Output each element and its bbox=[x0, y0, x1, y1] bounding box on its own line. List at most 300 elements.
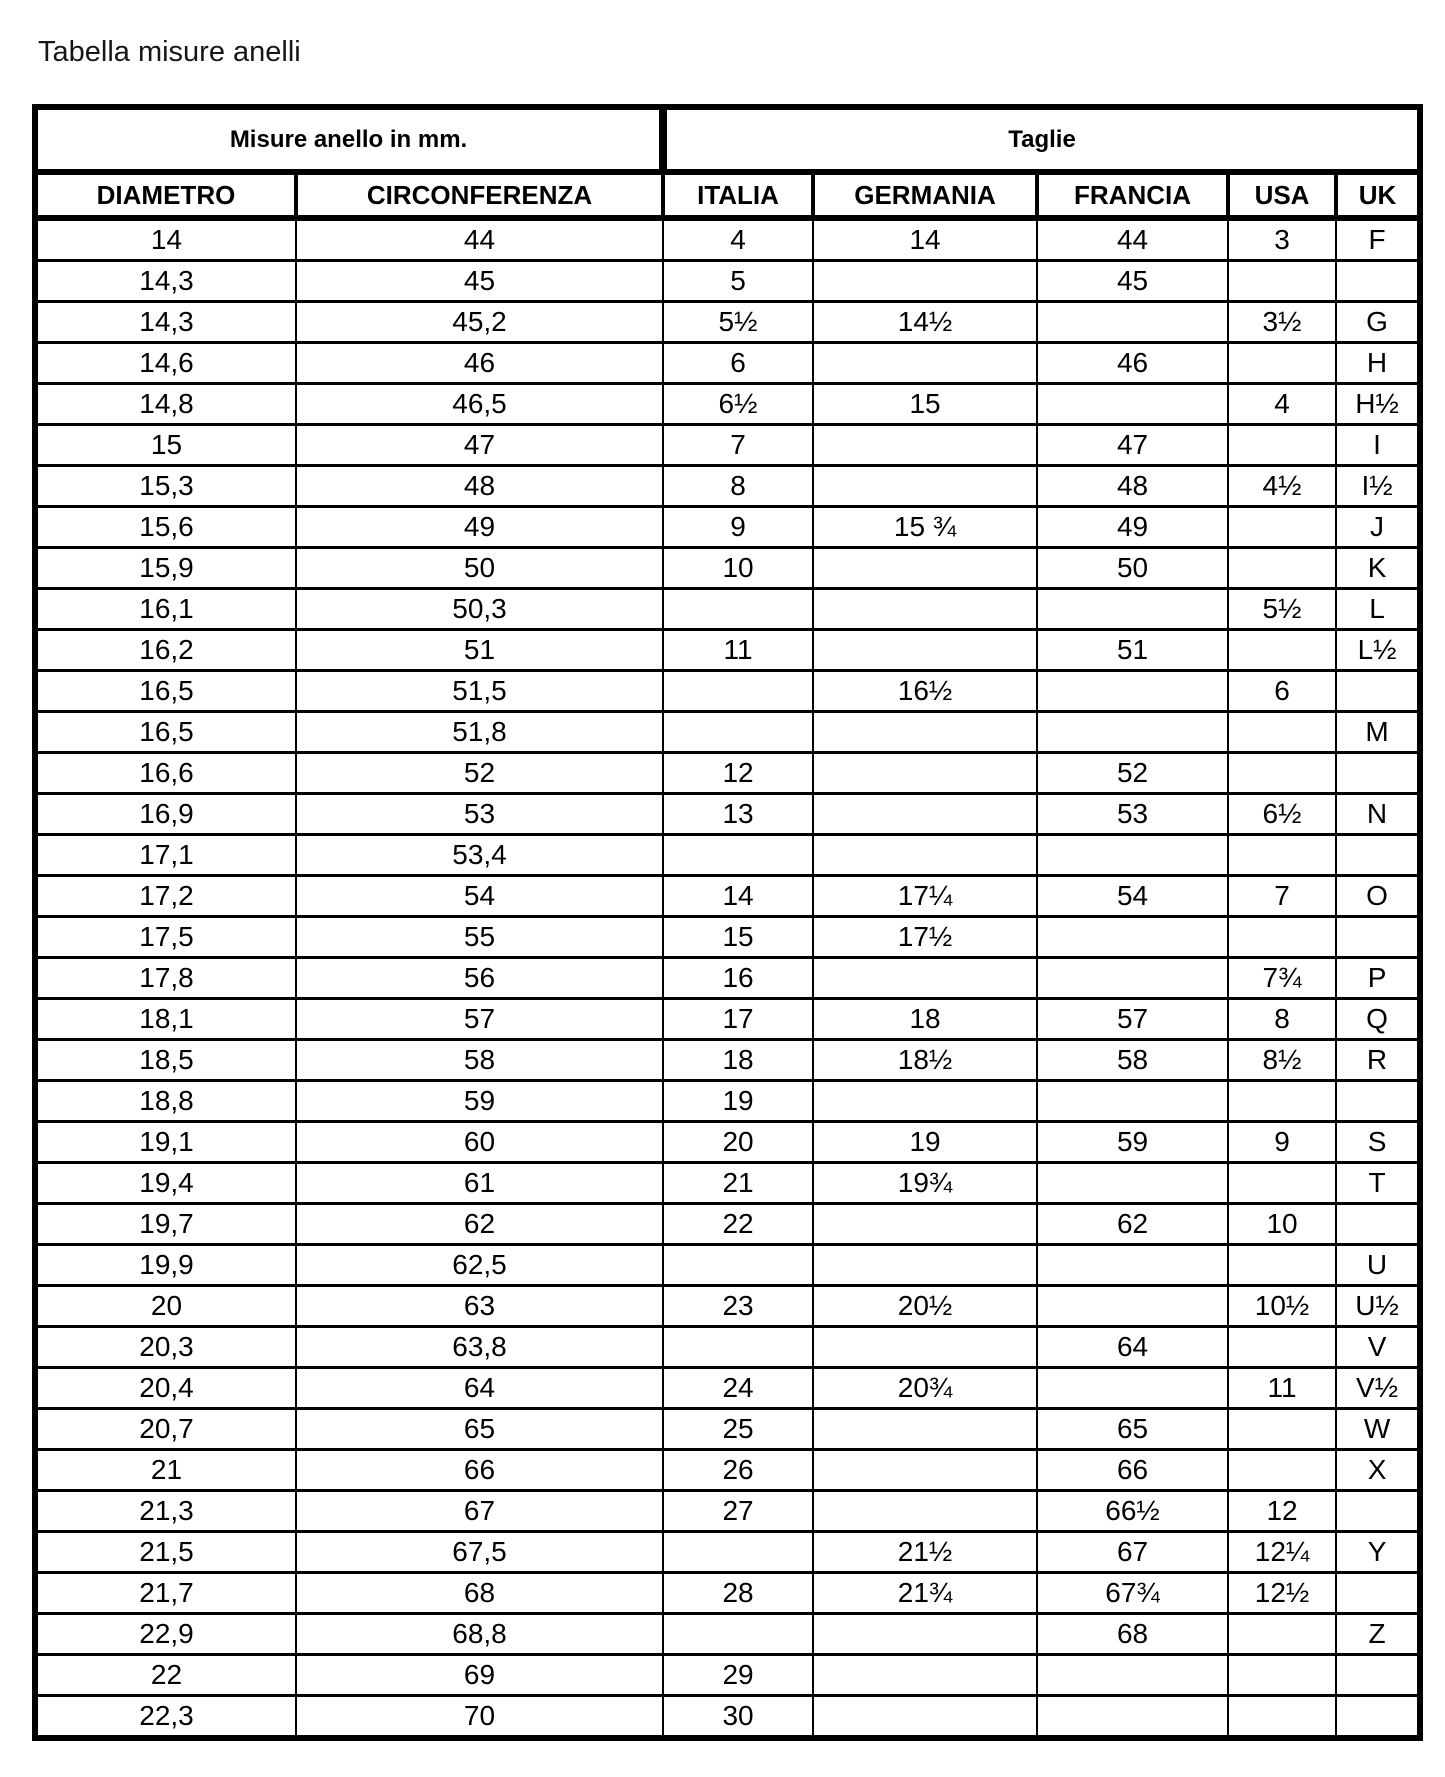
cell-uk: V½ bbox=[1336, 1368, 1420, 1409]
cell-francia bbox=[1037, 384, 1228, 425]
cell-circonferenza: 45 bbox=[296, 261, 663, 302]
cell-diametro: 20,4 bbox=[35, 1368, 296, 1409]
cell-francia: 49 bbox=[1037, 507, 1228, 548]
cell-circonferenza: 46 bbox=[296, 343, 663, 384]
cell-usa: 4 bbox=[1228, 384, 1336, 425]
cell-francia: 50 bbox=[1037, 548, 1228, 589]
table-row bbox=[35, 917, 1420, 958]
cell-uk: J bbox=[1336, 507, 1420, 548]
cell-germania: 19¾ bbox=[813, 1163, 1037, 1204]
cell-usa bbox=[1228, 1245, 1336, 1286]
table-row bbox=[35, 302, 1420, 343]
cell-francia: 52 bbox=[1037, 753, 1228, 794]
cell-italia bbox=[663, 835, 813, 876]
cell-germania: 19 bbox=[813, 1122, 1037, 1163]
cell-uk: O bbox=[1336, 876, 1420, 917]
cell-francia: 53 bbox=[1037, 794, 1228, 835]
cell-germania: 17¼ bbox=[813, 876, 1037, 917]
cell-italia bbox=[663, 589, 813, 630]
cell-uk: V bbox=[1336, 1327, 1420, 1368]
cell-usa bbox=[1228, 1696, 1336, 1739]
cell-italia: 26 bbox=[663, 1450, 813, 1491]
cell-uk: S bbox=[1336, 1122, 1420, 1163]
cell-circonferenza: 65 bbox=[296, 1409, 663, 1450]
cell-diametro: 22,3 bbox=[35, 1696, 296, 1739]
cell-francia bbox=[1037, 1368, 1228, 1409]
cell-diametro: 17,2 bbox=[35, 876, 296, 917]
cell-italia bbox=[663, 1245, 813, 1286]
column-header-usa: USA bbox=[1228, 172, 1336, 218]
cell-francia bbox=[1037, 1696, 1228, 1739]
cell-germania: 16½ bbox=[813, 671, 1037, 712]
cell-francia bbox=[1037, 1655, 1228, 1696]
cell-diametro: 22,9 bbox=[35, 1614, 296, 1655]
cell-italia bbox=[663, 1532, 813, 1573]
cell-circonferenza: 48 bbox=[296, 466, 663, 507]
cell-germania bbox=[813, 753, 1037, 794]
cell-circonferenza: 51 bbox=[296, 630, 663, 671]
table-row bbox=[35, 1245, 1420, 1286]
cell-italia: 24 bbox=[663, 1368, 813, 1409]
cell-francia: 45 bbox=[1037, 261, 1228, 302]
cell-francia: 65 bbox=[1037, 1409, 1228, 1450]
cell-uk: M bbox=[1336, 712, 1420, 753]
cell-uk: G bbox=[1336, 302, 1420, 343]
cell-francia: 46 bbox=[1037, 343, 1228, 384]
cell-francia: 68 bbox=[1037, 1614, 1228, 1655]
cell-italia: 29 bbox=[663, 1655, 813, 1696]
table-row bbox=[35, 218, 1420, 261]
cell-usa: 3 bbox=[1228, 218, 1336, 261]
cell-italia bbox=[663, 712, 813, 753]
table-row bbox=[35, 835, 1420, 876]
cell-circonferenza: 66 bbox=[296, 1450, 663, 1491]
cell-germania: 18½ bbox=[813, 1040, 1037, 1081]
cell-circonferenza: 69 bbox=[296, 1655, 663, 1696]
cell-francia: 54 bbox=[1037, 876, 1228, 917]
cell-uk bbox=[1336, 1491, 1420, 1532]
cell-germania bbox=[813, 548, 1037, 589]
cell-germania bbox=[813, 1327, 1037, 1368]
cell-diametro: 14,8 bbox=[35, 384, 296, 425]
cell-italia: 25 bbox=[663, 1409, 813, 1450]
cell-diametro: 17,1 bbox=[35, 835, 296, 876]
cell-germania bbox=[813, 712, 1037, 753]
cell-italia: 23 bbox=[663, 1286, 813, 1327]
cell-usa bbox=[1228, 425, 1336, 466]
cell-uk bbox=[1336, 1081, 1420, 1122]
cell-uk: R bbox=[1336, 1040, 1420, 1081]
cell-francia: 58 bbox=[1037, 1040, 1228, 1081]
cell-francia: 47 bbox=[1037, 425, 1228, 466]
cell-circonferenza: 68 bbox=[296, 1573, 663, 1614]
table-row bbox=[35, 1409, 1420, 1450]
table-body bbox=[35, 218, 1420, 1738]
cell-germania bbox=[813, 958, 1037, 999]
cell-italia: 6 bbox=[663, 343, 813, 384]
table-row bbox=[35, 507, 1420, 548]
cell-francia: 66 bbox=[1037, 1450, 1228, 1491]
cell-diametro: 20,3 bbox=[35, 1327, 296, 1368]
cell-italia: 16 bbox=[663, 958, 813, 999]
cell-circonferenza: 63,8 bbox=[296, 1327, 663, 1368]
cell-usa: 7 bbox=[1228, 876, 1336, 917]
cell-francia bbox=[1037, 712, 1228, 753]
cell-diametro: 17,5 bbox=[35, 917, 296, 958]
cell-italia: 13 bbox=[663, 794, 813, 835]
table-row bbox=[35, 876, 1420, 917]
cell-italia: 17 bbox=[663, 999, 813, 1040]
cell-italia: 20 bbox=[663, 1122, 813, 1163]
table-row bbox=[35, 261, 1420, 302]
cell-germania bbox=[813, 1491, 1037, 1532]
cell-diametro: 17,8 bbox=[35, 958, 296, 999]
cell-germania bbox=[813, 1655, 1037, 1696]
cell-germania bbox=[813, 261, 1037, 302]
cell-diametro: 16,9 bbox=[35, 794, 296, 835]
cell-usa: 4½ bbox=[1228, 466, 1336, 507]
cell-circonferenza: 49 bbox=[296, 507, 663, 548]
cell-uk bbox=[1336, 261, 1420, 302]
cell-uk: K bbox=[1336, 548, 1420, 589]
cell-germania bbox=[813, 1081, 1037, 1122]
cell-francia bbox=[1037, 958, 1228, 999]
cell-circonferenza: 56 bbox=[296, 958, 663, 999]
cell-uk: I bbox=[1336, 425, 1420, 466]
cell-usa: 6½ bbox=[1228, 794, 1336, 835]
cell-diametro: 19,1 bbox=[35, 1122, 296, 1163]
table-row bbox=[35, 1163, 1420, 1204]
table-row bbox=[35, 589, 1420, 630]
cell-francia bbox=[1037, 1286, 1228, 1327]
cell-italia: 5 bbox=[663, 261, 813, 302]
cell-circonferenza: 63 bbox=[296, 1286, 663, 1327]
cell-usa bbox=[1228, 917, 1336, 958]
cell-germania: 18 bbox=[813, 999, 1037, 1040]
cell-usa: 5½ bbox=[1228, 589, 1336, 630]
cell-francia: 67¾ bbox=[1037, 1573, 1228, 1614]
cell-italia bbox=[663, 1614, 813, 1655]
cell-usa: 12½ bbox=[1228, 1573, 1336, 1614]
cell-usa bbox=[1228, 835, 1336, 876]
cell-uk: P bbox=[1336, 958, 1420, 999]
cell-italia: 15 bbox=[663, 917, 813, 958]
cell-uk: W bbox=[1336, 1409, 1420, 1450]
cell-uk: L½ bbox=[1336, 630, 1420, 671]
cell-usa: 8 bbox=[1228, 999, 1336, 1040]
cell-usa: 10 bbox=[1228, 1204, 1336, 1245]
cell-usa bbox=[1228, 712, 1336, 753]
cell-diametro: 16,6 bbox=[35, 753, 296, 794]
table-row bbox=[35, 1327, 1420, 1368]
cell-italia: 19 bbox=[663, 1081, 813, 1122]
cell-francia: 66½ bbox=[1037, 1491, 1228, 1532]
cell-circonferenza: 58 bbox=[296, 1040, 663, 1081]
cell-circonferenza: 67,5 bbox=[296, 1532, 663, 1573]
cell-italia: 10 bbox=[663, 548, 813, 589]
cell-germania bbox=[813, 1696, 1037, 1739]
cell-diametro: 14,3 bbox=[35, 302, 296, 343]
cell-francia: 62 bbox=[1037, 1204, 1228, 1245]
cell-usa bbox=[1228, 261, 1336, 302]
cell-uk: L bbox=[1336, 589, 1420, 630]
cell-francia: 48 bbox=[1037, 466, 1228, 507]
cell-italia: 27 bbox=[663, 1491, 813, 1532]
column-header-francia: FRANCIA bbox=[1037, 172, 1228, 218]
cell-circonferenza: 64 bbox=[296, 1368, 663, 1409]
table-row bbox=[35, 712, 1420, 753]
cell-usa: 12¼ bbox=[1228, 1532, 1336, 1573]
cell-usa: 7¾ bbox=[1228, 958, 1336, 999]
cell-circonferenza: 61 bbox=[296, 1163, 663, 1204]
cell-uk: X bbox=[1336, 1450, 1420, 1491]
cell-uk: U½ bbox=[1336, 1286, 1420, 1327]
cell-italia: 21 bbox=[663, 1163, 813, 1204]
cell-diametro: 21 bbox=[35, 1450, 296, 1491]
cell-francia: 67 bbox=[1037, 1532, 1228, 1573]
cell-uk: T bbox=[1336, 1163, 1420, 1204]
cell-usa: 9 bbox=[1228, 1122, 1336, 1163]
cell-diametro: 21,7 bbox=[35, 1573, 296, 1614]
cell-circonferenza: 53,4 bbox=[296, 835, 663, 876]
table-row bbox=[35, 1368, 1420, 1409]
cell-diametro: 16,1 bbox=[35, 589, 296, 630]
cell-italia bbox=[663, 671, 813, 712]
cell-francia: 59 bbox=[1037, 1122, 1228, 1163]
cell-circonferenza: 59 bbox=[296, 1081, 663, 1122]
cell-francia bbox=[1037, 1245, 1228, 1286]
cell-usa: 6 bbox=[1228, 671, 1336, 712]
cell-uk bbox=[1336, 835, 1420, 876]
cell-usa bbox=[1228, 1081, 1336, 1122]
cell-francia bbox=[1037, 1081, 1228, 1122]
cell-uk: N bbox=[1336, 794, 1420, 835]
cell-uk: U bbox=[1336, 1245, 1420, 1286]
cell-usa: 11 bbox=[1228, 1368, 1336, 1409]
cell-uk: H bbox=[1336, 343, 1420, 384]
table-row bbox=[35, 1286, 1420, 1327]
cell-germania: 20¾ bbox=[813, 1368, 1037, 1409]
cell-germania: 15 ¾ bbox=[813, 507, 1037, 548]
table-row bbox=[35, 958, 1420, 999]
cell-diametro: 22 bbox=[35, 1655, 296, 1696]
cell-usa bbox=[1228, 1614, 1336, 1655]
cell-circonferenza: 50 bbox=[296, 548, 663, 589]
table-row bbox=[35, 671, 1420, 712]
table-row bbox=[35, 1655, 1420, 1696]
cell-diametro: 16,5 bbox=[35, 671, 296, 712]
table-row bbox=[35, 1532, 1420, 1573]
cell-usa bbox=[1228, 1450, 1336, 1491]
cell-germania: 15 bbox=[813, 384, 1037, 425]
column-header-row bbox=[35, 172, 1420, 218]
cell-uk: I½ bbox=[1336, 466, 1420, 507]
cell-usa: 10½ bbox=[1228, 1286, 1336, 1327]
cell-francia bbox=[1037, 302, 1228, 343]
cell-circonferenza: 53 bbox=[296, 794, 663, 835]
cell-circonferenza: 47 bbox=[296, 425, 663, 466]
cell-diametro: 21,5 bbox=[35, 1532, 296, 1573]
cell-italia bbox=[663, 1327, 813, 1368]
cell-germania: 21¾ bbox=[813, 1573, 1037, 1614]
cell-usa bbox=[1228, 548, 1336, 589]
table-row bbox=[35, 1040, 1420, 1081]
cell-usa: 3½ bbox=[1228, 302, 1336, 343]
cell-francia bbox=[1037, 917, 1228, 958]
cell-diametro: 18,5 bbox=[35, 1040, 296, 1081]
table-row bbox=[35, 630, 1420, 671]
table-row bbox=[35, 425, 1420, 466]
cell-germania: 21½ bbox=[813, 1532, 1037, 1573]
cell-circonferenza: 51,8 bbox=[296, 712, 663, 753]
cell-italia: 6½ bbox=[663, 384, 813, 425]
cell-diametro: 20,7 bbox=[35, 1409, 296, 1450]
cell-uk: Z bbox=[1336, 1614, 1420, 1655]
table-row bbox=[35, 794, 1420, 835]
cell-circonferenza: 67 bbox=[296, 1491, 663, 1532]
cell-uk: Q bbox=[1336, 999, 1420, 1040]
cell-italia: 4 bbox=[663, 218, 813, 261]
cell-diametro: 15,9 bbox=[35, 548, 296, 589]
cell-italia: 28 bbox=[663, 1573, 813, 1614]
cell-circonferenza: 68,8 bbox=[296, 1614, 663, 1655]
cell-uk: F bbox=[1336, 218, 1420, 261]
cell-diametro: 19,4 bbox=[35, 1163, 296, 1204]
table-row bbox=[35, 1450, 1420, 1491]
cell-diametro: 19,9 bbox=[35, 1245, 296, 1286]
cell-italia: 7 bbox=[663, 425, 813, 466]
cell-circonferenza: 51,5 bbox=[296, 671, 663, 712]
cell-usa bbox=[1228, 507, 1336, 548]
cell-diametro: 14 bbox=[35, 218, 296, 261]
cell-uk bbox=[1336, 671, 1420, 712]
group-header-row bbox=[35, 107, 1420, 172]
cell-uk bbox=[1336, 1573, 1420, 1614]
cell-usa: 8½ bbox=[1228, 1040, 1336, 1081]
cell-uk bbox=[1336, 1655, 1420, 1696]
cell-diametro: 15,3 bbox=[35, 466, 296, 507]
cell-circonferenza: 46,5 bbox=[296, 384, 663, 425]
cell-uk: Y bbox=[1336, 1532, 1420, 1573]
cell-italia: 11 bbox=[663, 630, 813, 671]
cell-germania bbox=[813, 1450, 1037, 1491]
cell-germania: 14 bbox=[813, 218, 1037, 261]
cell-italia: 14 bbox=[663, 876, 813, 917]
cell-usa bbox=[1228, 753, 1336, 794]
cell-circonferenza: 55 bbox=[296, 917, 663, 958]
cell-uk bbox=[1336, 1696, 1420, 1739]
table-row bbox=[35, 343, 1420, 384]
cell-diametro: 16,2 bbox=[35, 630, 296, 671]
cell-italia: 18 bbox=[663, 1040, 813, 1081]
cell-diametro: 19,7 bbox=[35, 1204, 296, 1245]
table-row bbox=[35, 466, 1420, 507]
cell-italia: 22 bbox=[663, 1204, 813, 1245]
cell-francia: 64 bbox=[1037, 1327, 1228, 1368]
cell-francia: 57 bbox=[1037, 999, 1228, 1040]
cell-usa bbox=[1228, 1327, 1336, 1368]
table-row bbox=[35, 384, 1420, 425]
cell-diametro: 14,3 bbox=[35, 261, 296, 302]
cell-germania bbox=[813, 1204, 1037, 1245]
column-header-germania: GERMANIA bbox=[813, 172, 1037, 218]
cell-diametro: 15,6 bbox=[35, 507, 296, 548]
cell-germania bbox=[813, 794, 1037, 835]
cell-francia: 51 bbox=[1037, 630, 1228, 671]
cell-usa bbox=[1228, 630, 1336, 671]
column-header-italia: ITALIA bbox=[663, 172, 813, 218]
cell-diametro: 20 bbox=[35, 1286, 296, 1327]
cell-usa bbox=[1228, 1409, 1336, 1450]
cell-francia bbox=[1037, 835, 1228, 876]
cell-uk bbox=[1336, 753, 1420, 794]
cell-diametro: 14,6 bbox=[35, 343, 296, 384]
column-header-circonferenza: CIRCONFERENZA bbox=[296, 172, 663, 218]
cell-germania: 20½ bbox=[813, 1286, 1037, 1327]
cell-usa bbox=[1228, 1655, 1336, 1696]
cell-germania bbox=[813, 589, 1037, 630]
table-row bbox=[35, 999, 1420, 1040]
cell-italia: 9 bbox=[663, 507, 813, 548]
cell-italia: 30 bbox=[663, 1696, 813, 1739]
cell-usa: 12 bbox=[1228, 1491, 1336, 1532]
table-row bbox=[35, 1491, 1420, 1532]
cell-germania bbox=[813, 1409, 1037, 1450]
cell-diametro: 18,8 bbox=[35, 1081, 296, 1122]
table-row bbox=[35, 1122, 1420, 1163]
table-row bbox=[35, 1573, 1420, 1614]
cell-italia: 5½ bbox=[663, 302, 813, 343]
cell-circonferenza: 70 bbox=[296, 1696, 663, 1739]
cell-italia: 12 bbox=[663, 753, 813, 794]
table-row bbox=[35, 548, 1420, 589]
cell-germania bbox=[813, 466, 1037, 507]
cell-germania bbox=[813, 425, 1037, 466]
ring-size-table bbox=[32, 104, 1423, 1741]
cell-germania bbox=[813, 835, 1037, 876]
cell-francia: 44 bbox=[1037, 218, 1228, 261]
cell-circonferenza: 44 bbox=[296, 218, 663, 261]
cell-francia bbox=[1037, 671, 1228, 712]
cell-germania bbox=[813, 1614, 1037, 1655]
cell-diametro: 18,1 bbox=[35, 999, 296, 1040]
page-title: Tabella misure anelli bbox=[38, 36, 301, 68]
table-header bbox=[35, 107, 1420, 218]
cell-circonferenza: 52 bbox=[296, 753, 663, 794]
cell-germania: 17½ bbox=[813, 917, 1037, 958]
cell-circonferenza: 54 bbox=[296, 876, 663, 917]
table-row bbox=[35, 1204, 1420, 1245]
cell-circonferenza: 45,2 bbox=[296, 302, 663, 343]
cell-germania bbox=[813, 1245, 1037, 1286]
group-header-taglie: Taglie bbox=[663, 107, 1420, 172]
cell-germania: 14½ bbox=[813, 302, 1037, 343]
table-row bbox=[35, 1614, 1420, 1655]
cell-diametro: 15 bbox=[35, 425, 296, 466]
cell-circonferenza: 62,5 bbox=[296, 1245, 663, 1286]
cell-diametro: 16,5 bbox=[35, 712, 296, 753]
cell-circonferenza: 50,3 bbox=[296, 589, 663, 630]
cell-italia: 8 bbox=[663, 466, 813, 507]
table-row bbox=[35, 753, 1420, 794]
cell-circonferenza: 60 bbox=[296, 1122, 663, 1163]
column-header-diametro: DIAMETRO bbox=[35, 172, 296, 218]
cell-germania bbox=[813, 630, 1037, 671]
group-header-misure: Misure anello in mm. bbox=[35, 107, 663, 172]
column-header-uk: UK bbox=[1336, 172, 1420, 218]
table-row bbox=[35, 1696, 1420, 1739]
cell-uk bbox=[1336, 1204, 1420, 1245]
